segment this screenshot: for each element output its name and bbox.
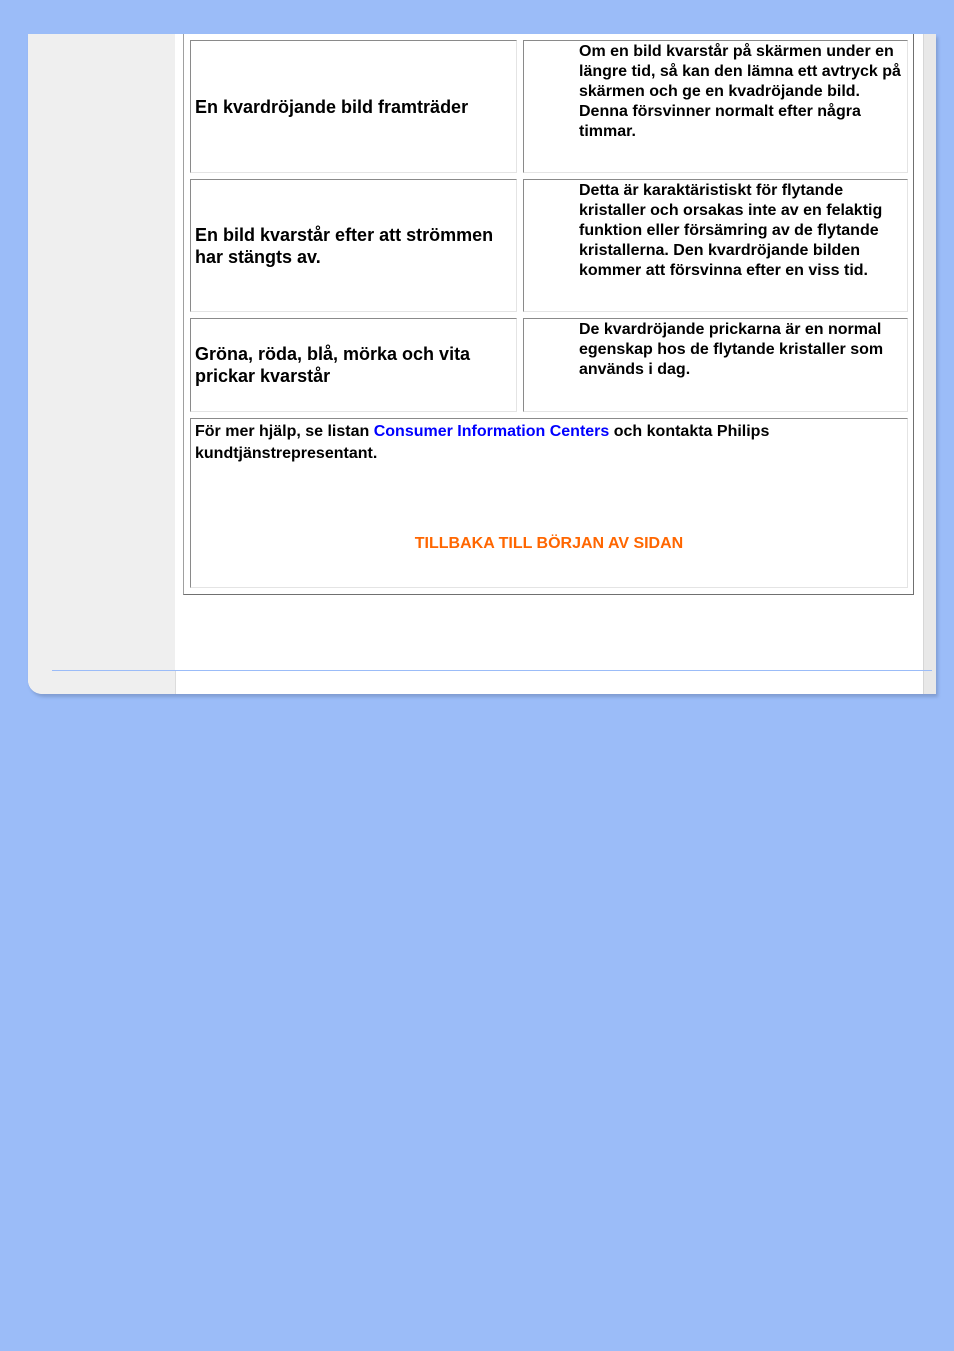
page-sheet xyxy=(28,34,936,694)
troubleshooting-table xyxy=(183,34,914,595)
symptom-cell-2 xyxy=(190,179,517,312)
solution-text-1: Om en bild kvarstår på skärmen under en längre tid, så kan den lämna ett avtryck på skärmen och ge en kvadröjande bild. Denna försvinner normalt efter några timmar. xyxy=(579,43,901,140)
symptom-text-2: En bild kvarstår efter att strömmen har stängts av. xyxy=(195,224,494,267)
help-prefix: För mer hjälp, se listan xyxy=(195,423,374,440)
back-to-top-link[interactable]: TILLBAKA TILL BÖRJAN AV SIDAN xyxy=(414,535,684,552)
solution-text-2: Detta är karaktäristiskt för flytande kristaller och orsakas inte av en felaktig funktion eller försämring av de flytande kristallerna. Den kvardröjande bilden kommer att försvinna efter en viss tid. xyxy=(579,182,883,279)
consumer-info-centers-link[interactable]: Consumer Information Centers xyxy=(373,423,610,440)
solution-cell-2 xyxy=(523,179,908,312)
solution-cell-3 xyxy=(523,318,908,412)
help-paragraph xyxy=(195,421,887,465)
symptom-cell-1 xyxy=(190,40,517,173)
right-margin-strip xyxy=(923,34,936,694)
symptom-cell-3 xyxy=(190,318,517,412)
left-sidebar xyxy=(28,34,175,694)
symptom-text-3: Gröna, röda, blå, mörka och vita prickar kvarstår xyxy=(195,344,471,386)
footer-strip xyxy=(175,671,925,694)
symptom-text-1: En kvardröjande bild framträder xyxy=(195,96,469,117)
solution-text-3: De kvardröjande prickarna är en normal egenskap hos de flytande kristaller som används i dag. xyxy=(579,321,884,378)
help-cell xyxy=(190,418,908,588)
help-suffix: och kontakta Philips kundtjänstrepresentant. xyxy=(195,423,770,462)
solution-cell-1 xyxy=(523,40,908,173)
